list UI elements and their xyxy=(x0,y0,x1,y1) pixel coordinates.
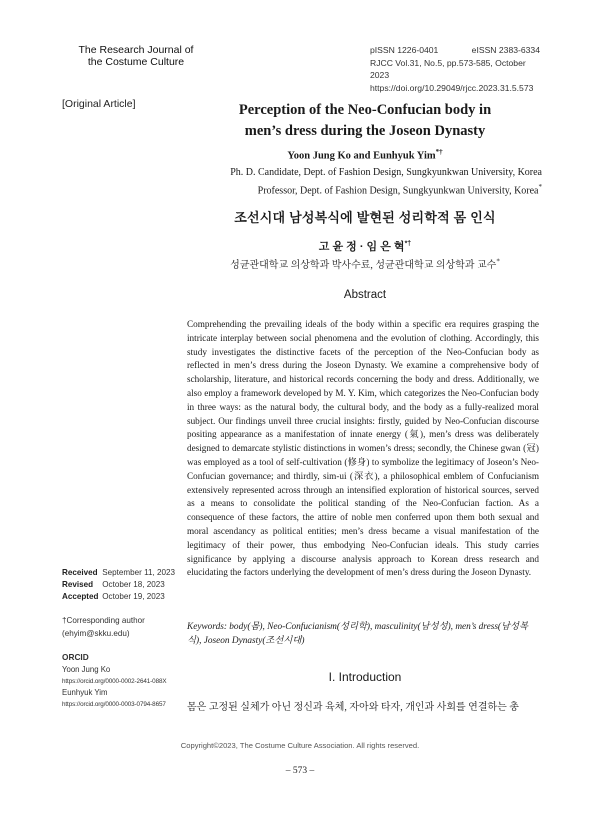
revised-label: Revised xyxy=(62,580,94,589)
author-list xyxy=(190,148,540,162)
orcid-block xyxy=(62,652,166,711)
section-heading-introduction: I. Introduction xyxy=(328,670,402,684)
abstract-body: Comprehending the prevailing ideals of the body within a specific era requires grasping the intricate interplay between social phenomena and the evolution of clothing. Accordingly, this study investigates the distinctive facets of the perception of the Neo-Confucian body as reflected in men’s dress during the Joseon Dynasty. We examine a comprehensive body of scholarship, literature, and historical records concerning the body and dress. Additionally, we also employ a framework developed by M. Y. Kim, which categorizes the Neo-Confucian body in three ways: as the natural body, the cultural body, and the body as a fully-realized moral subject. Our findings unveil three crucial insights: firstly, guided by Neo-Confucian discourse positing appearance as a manifestation of innate energy (氣), men’s dress was deliberately designed to demarcate stylistic distinctions in women’s dress; secondly, the Chinese gwan (冠) was employed as a tool of self-cultivation (修身) to symbolize the legitimacy of Joseon’s Neo-Confucian governance; and thirdly, sim-ui (深衣), a philosophical emblem of Confucianism extensively represented across through an intensified exploration of historical sources, served as a means to consolidate the political standing of the Neo-Confucian faction. As a consequence of these factors, the attire of noble men conferred upon them both sexual and moral ascendancy as political entities; men’s dress became a visual manifestation of the legitimacy of their power, thus embodying Neo-Confucian ideals. This study carries significance by applying a discourse analysis approach to Korean dress research and elucidating the factors underlying the development of men’s dress during the Joseon Dynasty. xyxy=(187,319,539,578)
keywords xyxy=(187,621,539,648)
korean-author-list xyxy=(190,238,540,254)
paper-title-line2: men’s dress during the Joseon Dynasty xyxy=(244,123,486,139)
korean-author-marks: *† xyxy=(404,240,412,248)
author-marks: *† xyxy=(435,148,443,156)
article-type: [Original Article] xyxy=(62,98,136,110)
author-names: Yoon Jung Ko and Eunhyuk Yim xyxy=(287,150,436,162)
journal-name-line1: The Research Journal of xyxy=(78,44,194,56)
abstract-heading: Abstract xyxy=(343,289,387,301)
accepted-label: Accepted xyxy=(62,592,99,601)
keywords-text: body(몸), Neo-Confucianism(성리학), masculinity(남성성), men’s dress(남성복식), Joseon Dynasty(조선시대) xyxy=(187,622,528,646)
korean-affiliation-mark: * xyxy=(496,257,500,266)
affiliation-mark: * xyxy=(538,183,542,191)
korean-affiliation-text: 성균관대학교 의상학과 박사수료, 성균관대학교 의상학과 교수 xyxy=(230,260,497,271)
orcid-label: ORCID xyxy=(62,652,89,662)
page-number: – 573 – xyxy=(285,766,315,776)
article-dates xyxy=(62,567,175,603)
copyright-notice: Copyright©2023, The Costume Culture Association. All rights reserved. xyxy=(180,741,420,750)
corresponding-author-email[interactable]: (ehyim@skku.edu) xyxy=(62,628,130,638)
received-label: Received xyxy=(62,568,98,577)
keywords-label: Keywords: xyxy=(187,622,227,632)
corresponding-author-label: †Corresponding author xyxy=(62,616,145,625)
journal-name-line2: the Costume Culture xyxy=(87,56,185,68)
paper-title xyxy=(190,100,540,142)
korean-author-names: 고 윤 정 · 임 은 혁 xyxy=(318,241,405,253)
doi-link[interactable]: https://doi.org/10.29049/rjcc.2023.31.5.573 xyxy=(370,82,534,93)
orcid-author2-link[interactable]: https://orcid.org/0000-0003-0794-8657 xyxy=(62,701,166,709)
received-date: September 11, 2023 xyxy=(102,568,175,577)
orcid-author2-name: Eunhyuk Yim xyxy=(62,688,108,698)
orcid-author1-name: Yoon Jung Ko xyxy=(62,664,111,674)
korean-title: 조선시대 남성복식에 발현된 성리학적 몸 인식 xyxy=(234,210,496,225)
revised-date: October 18, 2023 xyxy=(102,580,165,589)
eissn: eISSN 2383-6334 xyxy=(471,45,540,55)
journal-name xyxy=(56,44,216,68)
orcid-author1-link[interactable]: https://orcid.org/0000-0002-2641-088X xyxy=(62,677,167,685)
affiliations xyxy=(172,166,542,198)
accepted-date: October 19, 2023 xyxy=(102,592,165,601)
citation: RJCC Vol.31, No.5, pp.573-585, October 2023 xyxy=(370,57,526,80)
affiliation-line1: Ph. D. Candidate, Dept. of Fashion Design, Sungkyunkwan University, Korea xyxy=(230,167,542,178)
publication-meta xyxy=(370,44,540,94)
affiliation-line2: Professor, Dept. of Fashion Design, Sungkyunkwan University, Korea xyxy=(257,185,539,197)
corresponding-author xyxy=(62,615,145,640)
pissn: pISSN 1226-0401 xyxy=(370,45,439,55)
korean-affiliation xyxy=(190,256,540,271)
introduction-first-line: 몸은 고정된 실체가 아닌 정신과 육체, 자아와 타자, 개인과 사회를 연결하는 총 xyxy=(187,702,519,713)
paper-title-line1: Perception of the Neo-Confucian body in xyxy=(238,102,492,118)
